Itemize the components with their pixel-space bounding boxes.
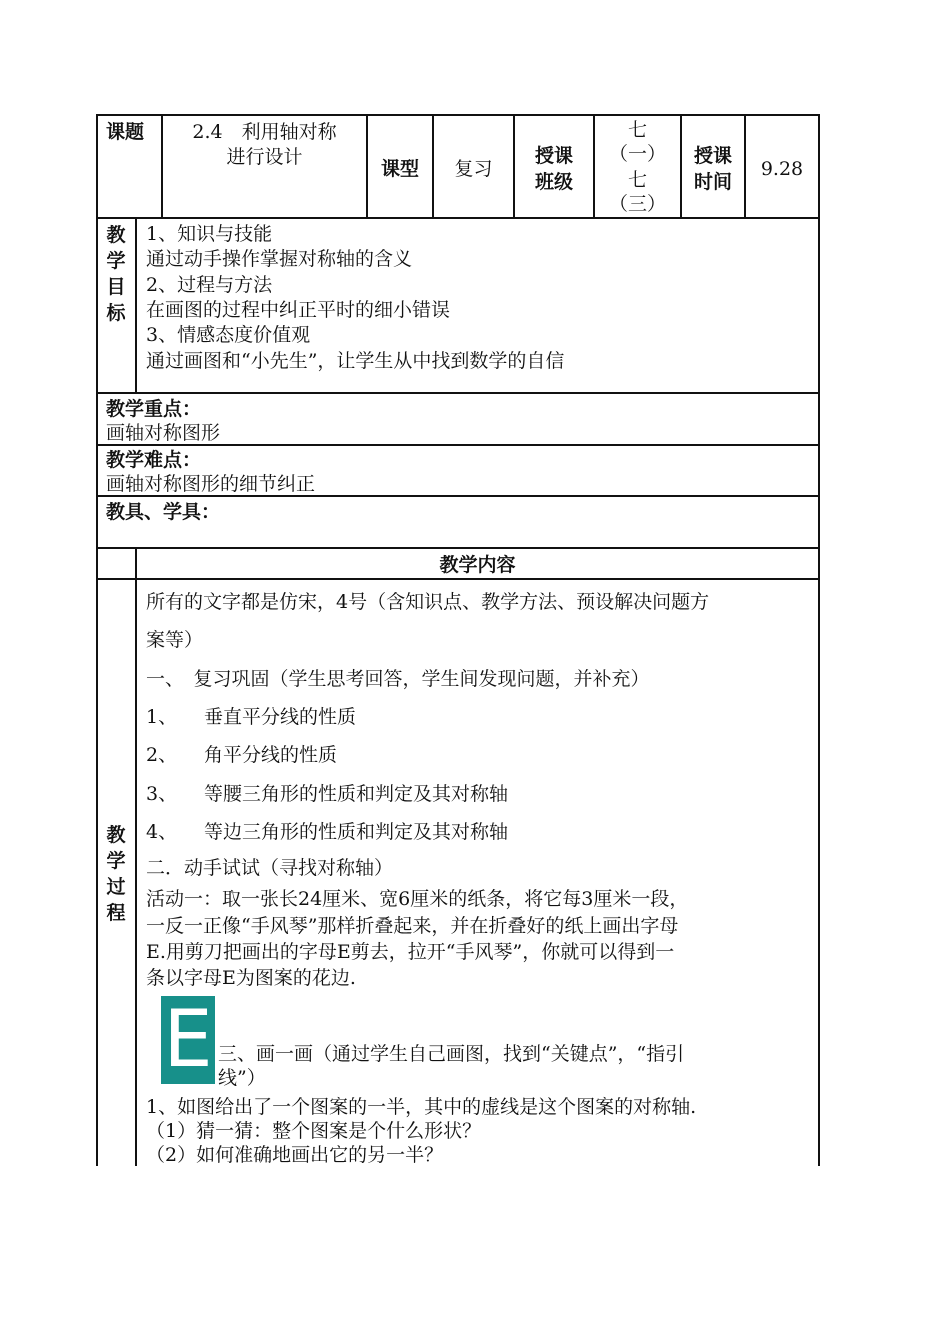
- class-value-line4: （三）: [608, 193, 666, 215]
- question-1b: （2）如何准确地画出它的另一半？: [146, 1144, 444, 1166]
- objectives-label: 教学目标: [106, 224, 126, 324]
- time-value: 9.28: [760, 158, 804, 180]
- activity-line: 条以字母E为图案的花边.: [146, 967, 356, 989]
- objective-line: 通过画图和“小先生”，让学生从中找到数学的自信: [146, 350, 565, 372]
- topic-label: 课题: [106, 121, 145, 143]
- class-label-line1: 授课: [534, 145, 573, 167]
- key-point-value: 画轴对称图形: [106, 422, 221, 444]
- objective-line: 3、情感态度价值观: [146, 324, 311, 346]
- process-intro-line1: 所有的文字都是仿宋，4号（含知识点、教学方法、预设解决问题方: [146, 591, 710, 613]
- review-item-text: 角平分线的性质: [204, 744, 338, 766]
- topic-title-line1: 2.4 利用轴对称: [192, 121, 337, 143]
- objective-line: 2、过程与方法: [146, 274, 273, 296]
- time-label-line1: 授课: [693, 145, 732, 167]
- rule-right: [818, 114, 820, 1166]
- review-item-number: 4、: [146, 821, 178, 843]
- review-title: 一、 复习巩固（学生思考回答，学生间发现问题，并补充）: [146, 668, 650, 690]
- time-label-line2: 时间: [693, 171, 732, 193]
- rule-top: [96, 114, 820, 116]
- review-item-number: 2、: [146, 744, 178, 766]
- process-intro-line2: 案等）: [146, 629, 204, 651]
- review-item-number: 3、: [146, 783, 178, 805]
- lesson-type-value: 复习: [454, 158, 493, 180]
- rule-tools-bottom: [96, 547, 820, 549]
- objective-line: 通过动手操作掌握对称轴的含义: [146, 248, 413, 270]
- question-1a: （1）猜一猜：整个图案是个什么形状？: [146, 1120, 482, 1142]
- question-1: 1、如图给出了一个图案的一半，其中的虚线是这个图案的对称轴.: [146, 1096, 697, 1118]
- lesson-type-label: 课型: [380, 158, 419, 180]
- rule-process-divider: [135, 547, 137, 1166]
- try-title: 二．动手试试（寻找对称轴）: [146, 857, 394, 879]
- class-value-line3: 七: [627, 169, 647, 191]
- objective-line: 在画图的过程中纠正平时的细小错误: [146, 299, 451, 321]
- activity-line: E.用剪刀把画出的字母E剪去，拉开“手风琴”，你就可以得到一: [146, 941, 675, 963]
- activity-line: 一反一正像“手风琴”那样折叠起来，并在折叠好的纸上画出字母: [146, 915, 679, 937]
- objective-line: 1、知识与技能: [146, 223, 273, 245]
- review-item-text: 等边三角形的性质和判定及其对称轴: [204, 821, 509, 843]
- review-item-text: 垂直平分线的性质: [204, 706, 357, 728]
- draw-title-line1: 三、画一画（通过学生自己画图，找到“关键点”，“指引: [218, 1043, 685, 1065]
- difficulty-label: 教学难点：: [106, 449, 202, 471]
- content-header: 教学内容: [439, 554, 516, 576]
- rule-left: [96, 114, 98, 1166]
- class-label-line2: 班级: [534, 171, 573, 193]
- letter-e-icon: E: [161, 996, 215, 1084]
- key-point-label: 教学重点：: [106, 398, 202, 420]
- review-item-text: 等腰三角形的性质和判定及其对称轴: [204, 783, 509, 805]
- draw-title-line2: 线”）: [218, 1067, 266, 1089]
- rule-header-bottom: [96, 217, 820, 219]
- rule-objectives-bottom: [96, 392, 820, 394]
- rule-content-header-bottom: [96, 578, 820, 580]
- topic-title-line2: 进行设计: [226, 146, 303, 168]
- activity-line: 活动一：取一张长24厘米、宽6厘米的纸条，将它每3厘米一段，: [146, 888, 689, 910]
- review-item-number: 1、: [146, 706, 178, 728]
- tools-label: 教具、学具：: [106, 501, 221, 523]
- class-value-line2: （一）: [608, 143, 666, 165]
- process-label: 教学过程: [106, 824, 126, 924]
- class-value-line1: 七: [627, 119, 647, 141]
- difficulty-value: 画轴对称图形的细节纠正: [106, 473, 316, 495]
- rule-objectives-divider: [135, 217, 137, 393]
